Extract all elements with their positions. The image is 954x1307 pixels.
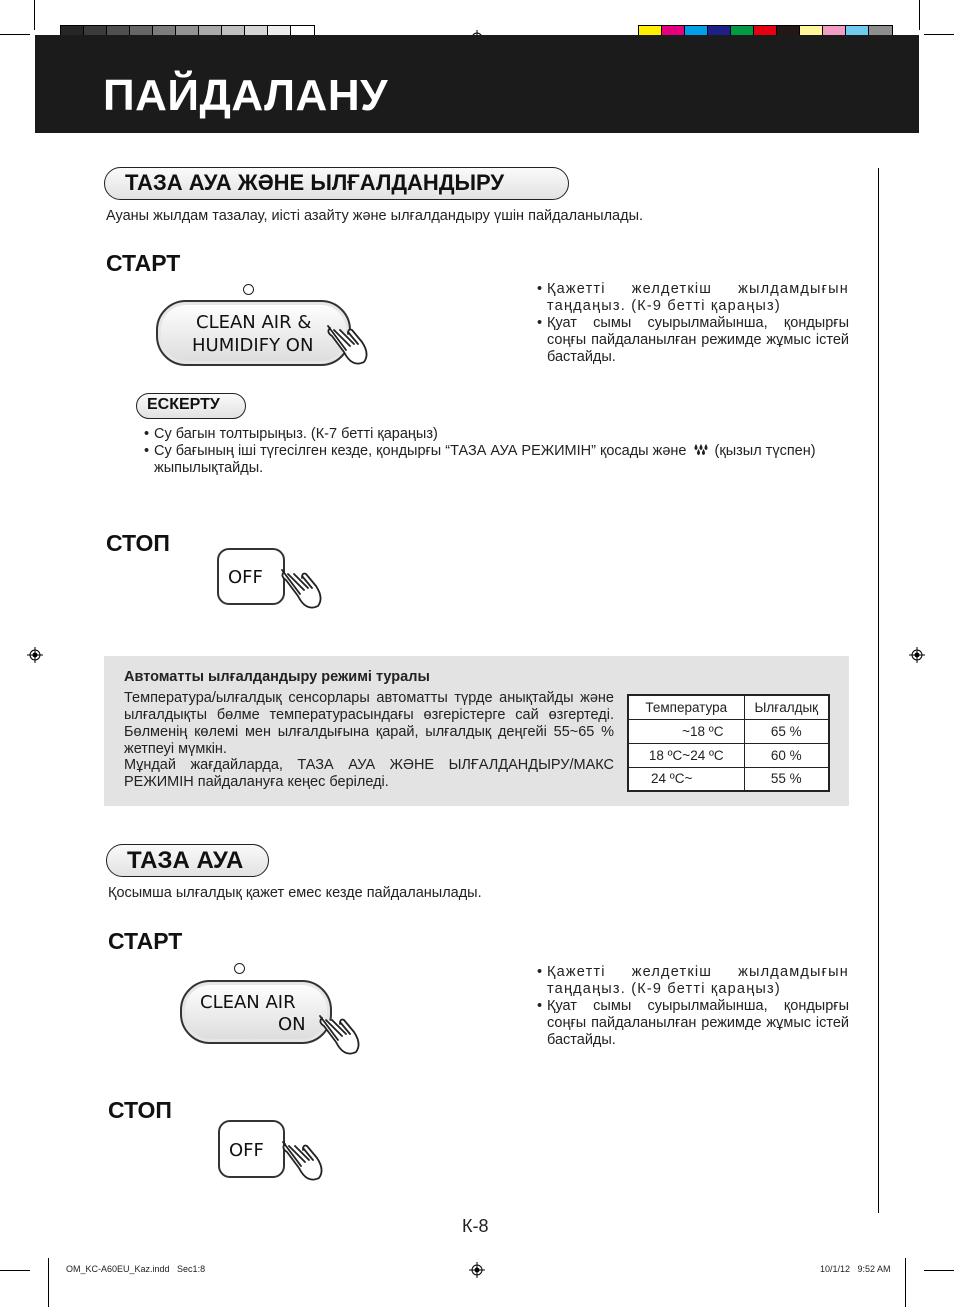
table-cell: 65 % [744,719,829,743]
table-header-cell: Ылғалдық [744,695,829,719]
button-label-line1: CLEAN AIR [200,992,296,1013]
off-button-label: OFF [228,567,263,588]
note-text-part1: Су бағының іші түгесілген кезде, қондырғы “ТАЗА АУА РЕЖИМІН” қосады және [154,443,687,459]
footer-file-info: OM_KC-A60EU_Kaz.indd Sec1:8 [66,1264,206,1274]
page-header [35,35,919,133]
indicator-lamp-icon [243,284,254,295]
registration-mark-icon [27,647,43,663]
section1-start-bullets [537,281,849,366]
button-label-line2: ON [278,1014,306,1035]
water-drop-icon [693,443,709,456]
button-label-line2: HUMIDIFY ON [192,335,314,356]
info-paragraph2: Мұндай жағдайларда, ТАЗА АУА ЖӘНЕ ЫЛҒАЛДАНДЫРУ/МАКС РЕЖИМІН пайдалануға кеңес беріледі. [124,757,614,790]
crop-mark [919,0,920,30]
section1-title-text: ТАЗА АУА ЖӘНЕ ЫЛҒАЛДАНДЫРУ [125,170,505,195]
table-header-cell: Температура [628,695,744,719]
clean-air-on-button[interactable] [180,980,332,1044]
section2-start-heading: СТАРТ [108,928,183,954]
crop-mark [0,34,30,35]
table-cell: 55 % [744,767,829,791]
off-button[interactable] [217,548,285,605]
pointing-hand-icon [277,1138,325,1186]
list-item: • Қуат сымы суырылмайынша, қондырғы соңғы пайдаланылған режимде жұмыс істей бастайды. [537,315,849,366]
margin-rule [878,168,879,1213]
crop-mark [905,1258,906,1307]
table-row [628,719,829,743]
list-item [144,443,849,477]
indicator-lamp-icon [234,963,245,974]
crop-mark [924,34,954,35]
section2-stop-heading: СТОП [108,1097,172,1123]
note-label [136,393,246,419]
section2-title-text: ТАЗА АУА [127,847,244,874]
section1-description: Ауаны жылдам тазалау, иісті азайту және ылғалдандыру үшін пайдаланылады. [106,208,644,224]
info-paragraph1: Температура/ылғалдық сенсорлары автоматты түрде анықтайды және ылғалдықты бөлме температурасындағы өзгерістерге сай өзгертеді. Бөлменің көлемі мен ылғалдығына қарай, ылғалдық деңгейі 55~65 % жетпеуі мүмкін. [124,690,614,757]
button-label-line1: CLEAN AIR & [196,312,312,333]
note-label-text: ЕСКЕРТУ [147,396,220,413]
list-item: • Қажетті желдеткіш жылдамдығын таңдаңыз. (К-9 бетті қараңыз) [537,281,849,315]
page-number: К-8 [462,1216,489,1236]
pointing-hand-icon [314,1012,362,1060]
registration-mark-icon [909,647,925,663]
table-cell: 24 ºC~ [628,767,744,791]
humidity-table [627,694,830,792]
crop-mark [924,1270,954,1271]
pointing-hand-icon [276,566,324,614]
footer-date: 10/1/12 9:52 AM [820,1264,891,1274]
section2-start-bullets [537,964,849,1049]
table-cell: ~18 ºC [628,719,744,743]
registration-mark-icon [469,1262,485,1278]
table-row [628,767,829,791]
table-row [628,695,829,719]
note-bullets [144,426,849,477]
section2-title [106,844,269,877]
list-item: • Қуат сымы суырылмайынша, қондырғы соңғы пайдаланылған режимде жұмыс істей бастайды. [537,998,849,1049]
section1-title [104,167,569,200]
table-row [628,743,829,767]
section2-description: Қосымша ылғалдық қажет емес кезде пайдаланылады. [108,885,482,901]
pointing-hand-icon [322,322,370,370]
section1-start-heading: СТАРТ [106,250,181,276]
section1-stop-heading: СТОП [106,530,170,556]
page-title: ПАЙДАЛАНУ [103,71,388,120]
crop-mark [0,1270,30,1271]
off-button-label: OFF [229,1140,264,1161]
list-item: • Су багын толтырыңыз. (К-7 бетті қараңыз) [144,426,849,443]
info-title: Автоматты ылғалдандыру режимі туралы [124,669,430,685]
note-text-part2: (қызыл түспен) жыпылықтайды. [154,443,816,476]
table-cell: 18 ºC~24 ºC [628,743,744,767]
list-item: • Қажетті желдеткіш жылдамдығын таңдаңыз. (К-9 бетті қараңыз) [537,964,849,998]
crop-mark [34,0,35,30]
table-cell: 60 % [744,743,829,767]
crop-mark [48,1258,49,1307]
off-button[interactable] [218,1120,285,1178]
